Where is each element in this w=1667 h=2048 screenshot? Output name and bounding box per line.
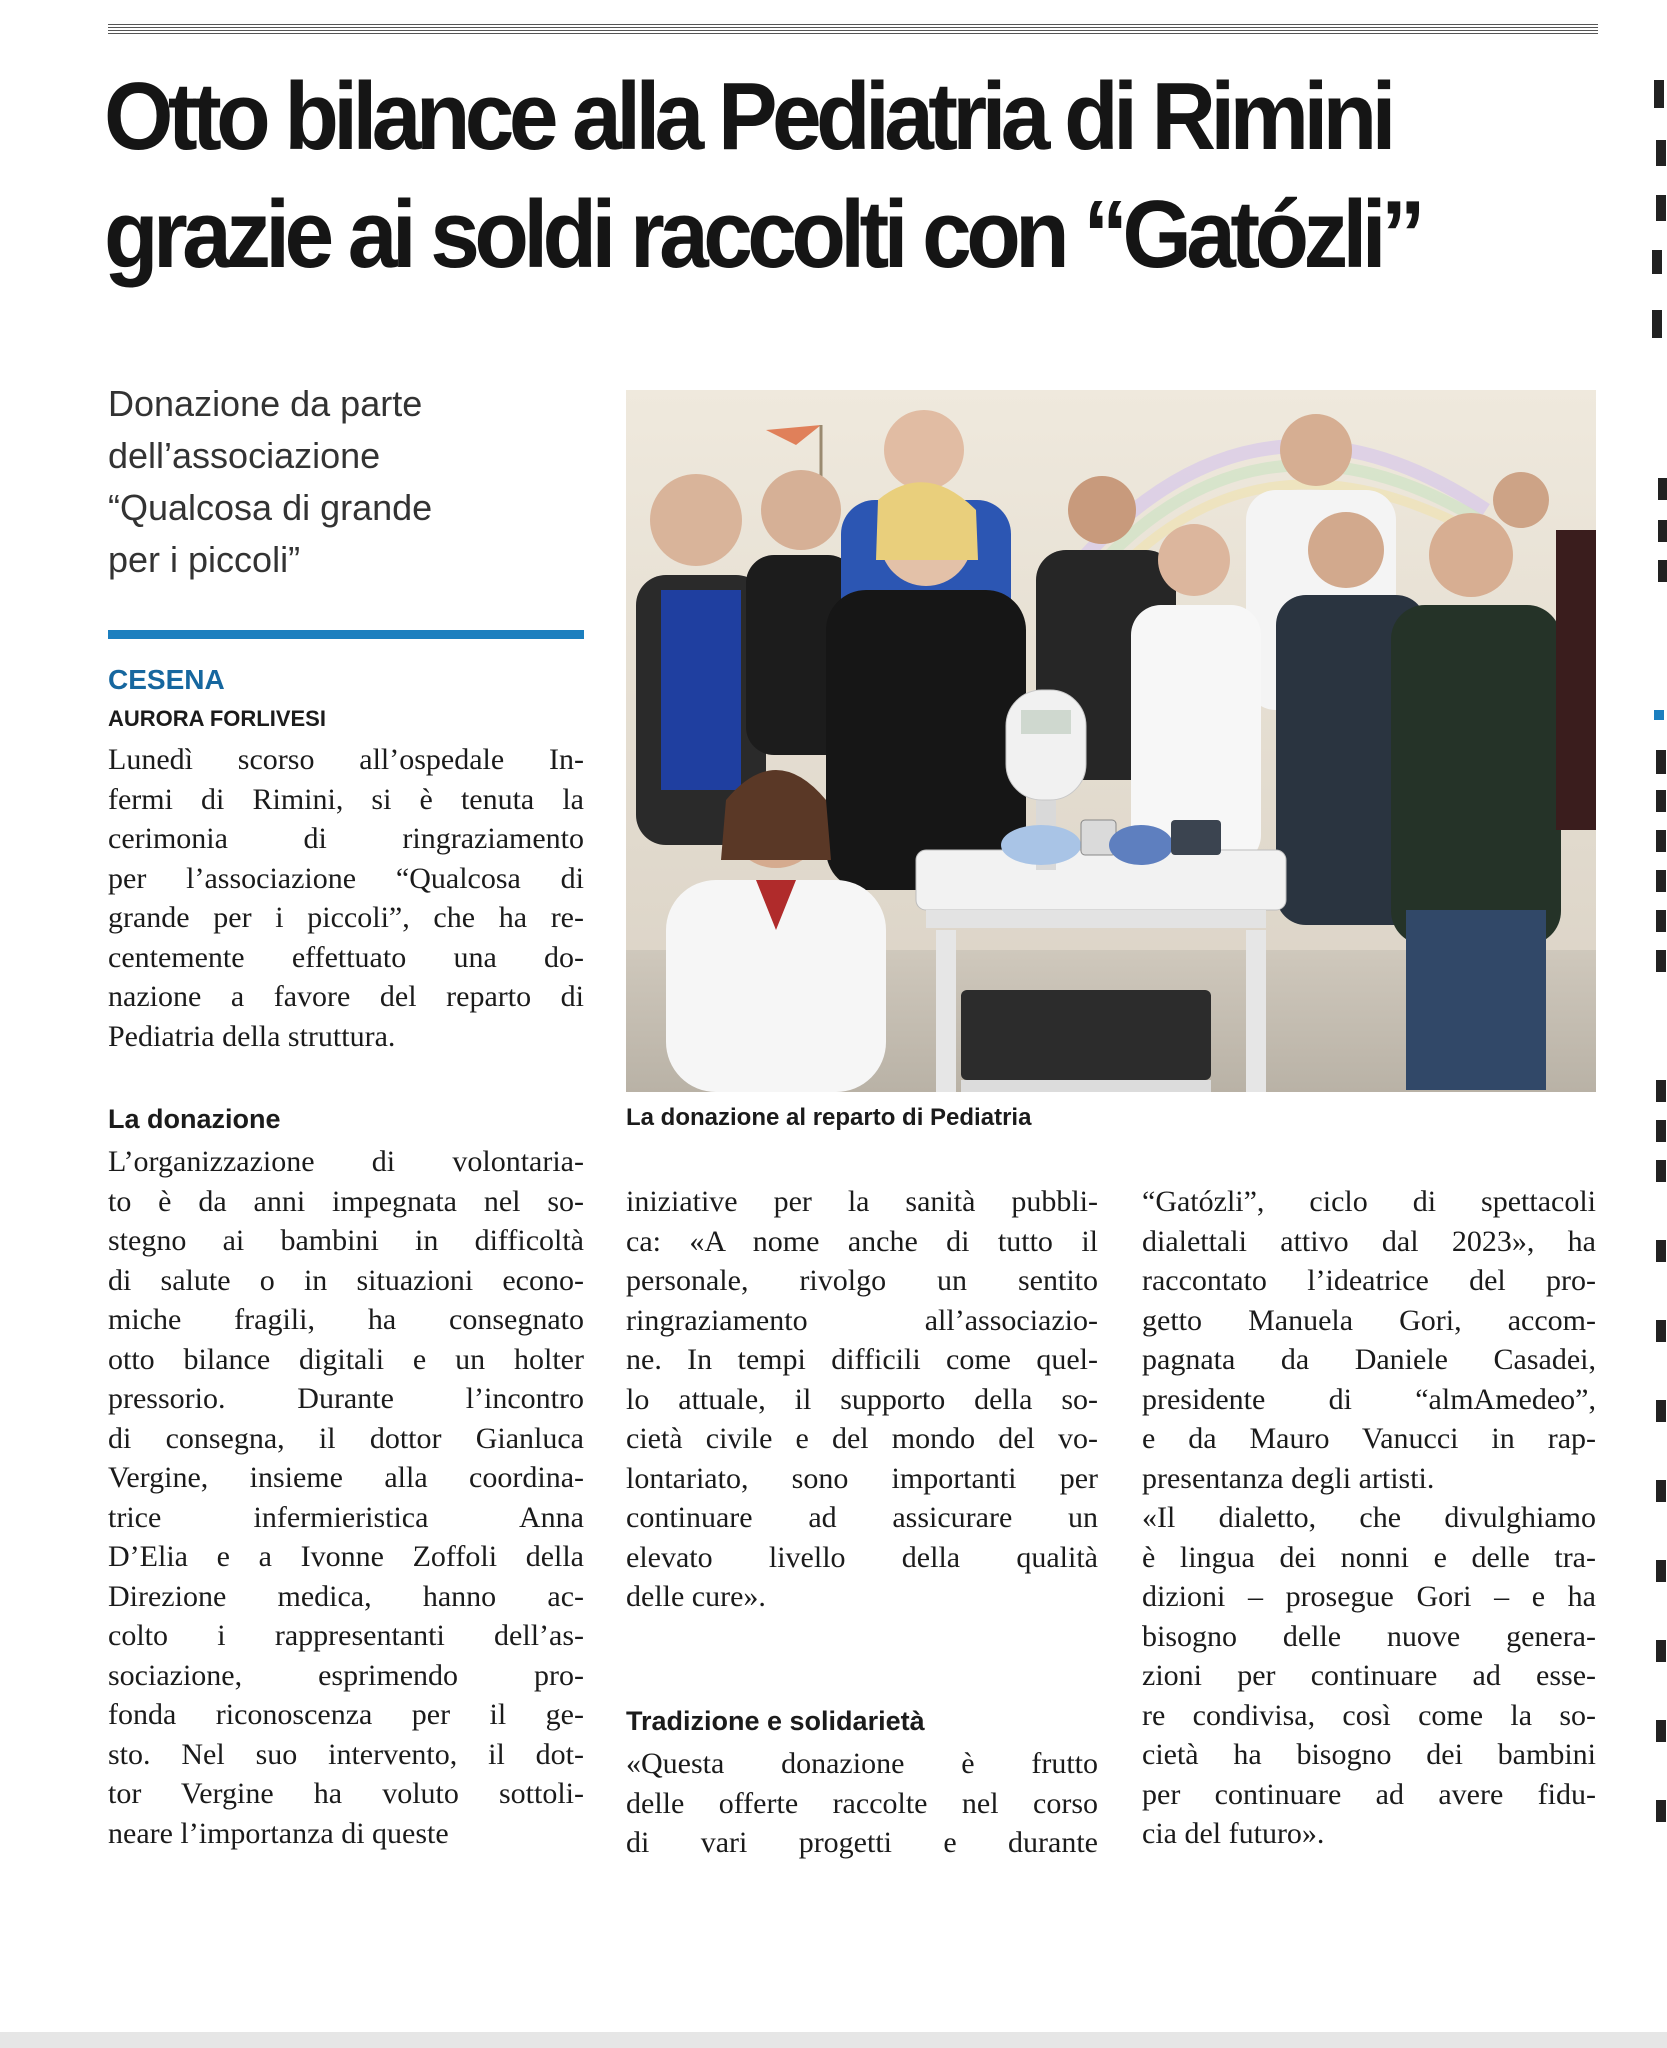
text-line: iniziative per la sanità pubbli- xyxy=(626,1185,1098,1218)
text-line: di vari progetti e durante xyxy=(626,1826,1098,1859)
text-line: sto. Nel suo intervento, il dot- xyxy=(108,1737,584,1771)
text-line: L’organizzazione di volontaria- xyxy=(108,1145,584,1178)
text-line: D’Elia e a Ivonne Zoffoli della xyxy=(108,1540,584,1573)
intro-paragraph xyxy=(108,740,584,1056)
text-line: presentanza degli artisti. xyxy=(1142,1461,1435,1495)
text-line: lontariato, sono importanti per xyxy=(626,1461,1098,1495)
text-line: neare l’importanza di queste xyxy=(108,1816,449,1850)
text-line: fonda riconoscenza per il ge- xyxy=(108,1698,584,1731)
author-byline: AURORA FORLIVESI xyxy=(108,706,326,731)
dateline-location: CESENA xyxy=(108,664,225,695)
text-line: elevato livello della qualità xyxy=(626,1540,1098,1574)
headline xyxy=(104,58,1518,294)
text-line: raccontato l’ideatrice del pro- xyxy=(1142,1264,1596,1297)
text-line: delle cure». xyxy=(626,1580,766,1613)
text-line: dialettali attivo dal 2023», ha xyxy=(1142,1224,1596,1258)
text-line: Vergine, insieme alla coordina- xyxy=(108,1461,584,1494)
text-line: pressorio. Durante l’incontro xyxy=(108,1382,584,1415)
subhead-line-2: dell’associazione xyxy=(108,435,381,476)
section-divider xyxy=(108,630,584,639)
text-line: sociazione, esprimendo pro- xyxy=(108,1658,584,1692)
text-line: ringraziamento all’associazio- xyxy=(626,1303,1098,1337)
text-line: tor Vergine ha voluto sottoli- xyxy=(108,1777,584,1810)
headline-line-1: Otto bilance alla Pediatria di Rimini xyxy=(104,63,1391,170)
text-line: ne. In tempi difficili come quel- xyxy=(626,1343,1098,1376)
text-line: getto Manuela Gori, accom- xyxy=(1142,1303,1596,1337)
text-line: colto i rappresentanti dell’as- xyxy=(108,1619,584,1652)
text-line: centemente effettuato una do- xyxy=(108,940,584,974)
text-line: pagnata da Daniele Casadei, xyxy=(1142,1343,1596,1376)
section-donazione-text xyxy=(108,1142,584,1853)
text-line: Pediatria della struttura. xyxy=(108,1019,396,1053)
text-line: cerimonia di ringraziamento xyxy=(108,822,584,855)
text-line: cia del futuro». xyxy=(1142,1817,1325,1850)
text-line: bisogno delle nuove genera- xyxy=(1142,1619,1596,1653)
text-line: presidente di “almAmedeo”, xyxy=(1142,1382,1596,1416)
text-line: è lingua dei nonni e delle tra- xyxy=(1142,1540,1596,1574)
adjacent-article-edge xyxy=(1640,0,1667,2048)
text-line: cietà civile e del mondo del vo- xyxy=(626,1422,1098,1455)
subhead xyxy=(108,378,568,586)
text-line: e da Mauro Vanucci in rap- xyxy=(1142,1422,1596,1455)
text-line: Lunedì scorso all’ospedale In- xyxy=(108,743,584,776)
text-line: re condivisa, così come la so- xyxy=(1142,1698,1596,1732)
text-line: lo attuale, il supporto della so- xyxy=(626,1382,1098,1416)
text-line: «Il dialetto, che divulghiamo xyxy=(1142,1501,1596,1534)
text-line: di salute o in situazioni econo- xyxy=(108,1263,584,1297)
text-line: grande per i piccoli”, che ha re- xyxy=(108,901,584,934)
section-title-donazione: La donazione xyxy=(108,1104,281,1134)
text-line: per continuare ad avere fidu- xyxy=(1142,1777,1596,1811)
section-title-tradizione: Tradizione e solidarietà xyxy=(626,1706,925,1736)
bottom-bar xyxy=(0,2032,1667,2048)
text-line: cietà ha bisogno dei bambini xyxy=(1142,1738,1596,1771)
section-tradizione-text xyxy=(626,1744,1098,1863)
text-line: zioni per continuare ad esse- xyxy=(1142,1659,1596,1692)
group-photo-illustration xyxy=(626,390,1596,1092)
text-line: to è da anni impegnata nel so- xyxy=(108,1184,584,1218)
text-line: “Gatózli”, ciclo di spettacoli xyxy=(1142,1185,1596,1218)
text-line: ca: «A nome anche di tutto il xyxy=(626,1224,1098,1258)
text-line: otto bilance digitali e un holter xyxy=(108,1342,584,1376)
text-line: stegno ai bambini in difficoltà xyxy=(108,1224,584,1257)
text-line: miche fragili, ha consegnato xyxy=(108,1303,584,1336)
text-line: dizioni – prosegue Gori – e ha xyxy=(1142,1580,1596,1613)
photo-caption: La donazione al reparto di Pediatria xyxy=(626,1104,1032,1131)
text-line: per l’associazione “Qualcosa di xyxy=(108,861,584,895)
column-2-text xyxy=(626,1182,1098,1617)
text-line: trice infermieristica Anna xyxy=(108,1500,584,1534)
text-line: di consegna, il dottor Gianluca xyxy=(108,1421,584,1455)
news-photo xyxy=(626,390,1596,1092)
text-line: nazione a favore del reparto di xyxy=(108,980,584,1013)
subhead-line-1: Donazione da parte xyxy=(108,383,423,424)
text-line: Direzione medica, hanno ac- xyxy=(108,1579,584,1613)
top-rule xyxy=(108,24,1598,34)
column-3-text xyxy=(1142,1182,1596,1854)
headline-line-2: grazie ai soldi raccolti con “Gatózli” xyxy=(104,181,1421,288)
text-line: «Questa donazione è frutto xyxy=(626,1747,1098,1780)
subhead-line-3: “Qualcosa di grande xyxy=(108,487,433,528)
text-line: continuare ad assicurare un xyxy=(626,1501,1098,1534)
text-line: fermi di Rimini, si è tenuta la xyxy=(108,782,584,816)
text-line: delle offerte raccolte nel corso xyxy=(626,1786,1098,1820)
text-line: personale, rivolgo un sentito xyxy=(626,1264,1098,1297)
subhead-line-4: per i piccoli” xyxy=(108,539,301,580)
